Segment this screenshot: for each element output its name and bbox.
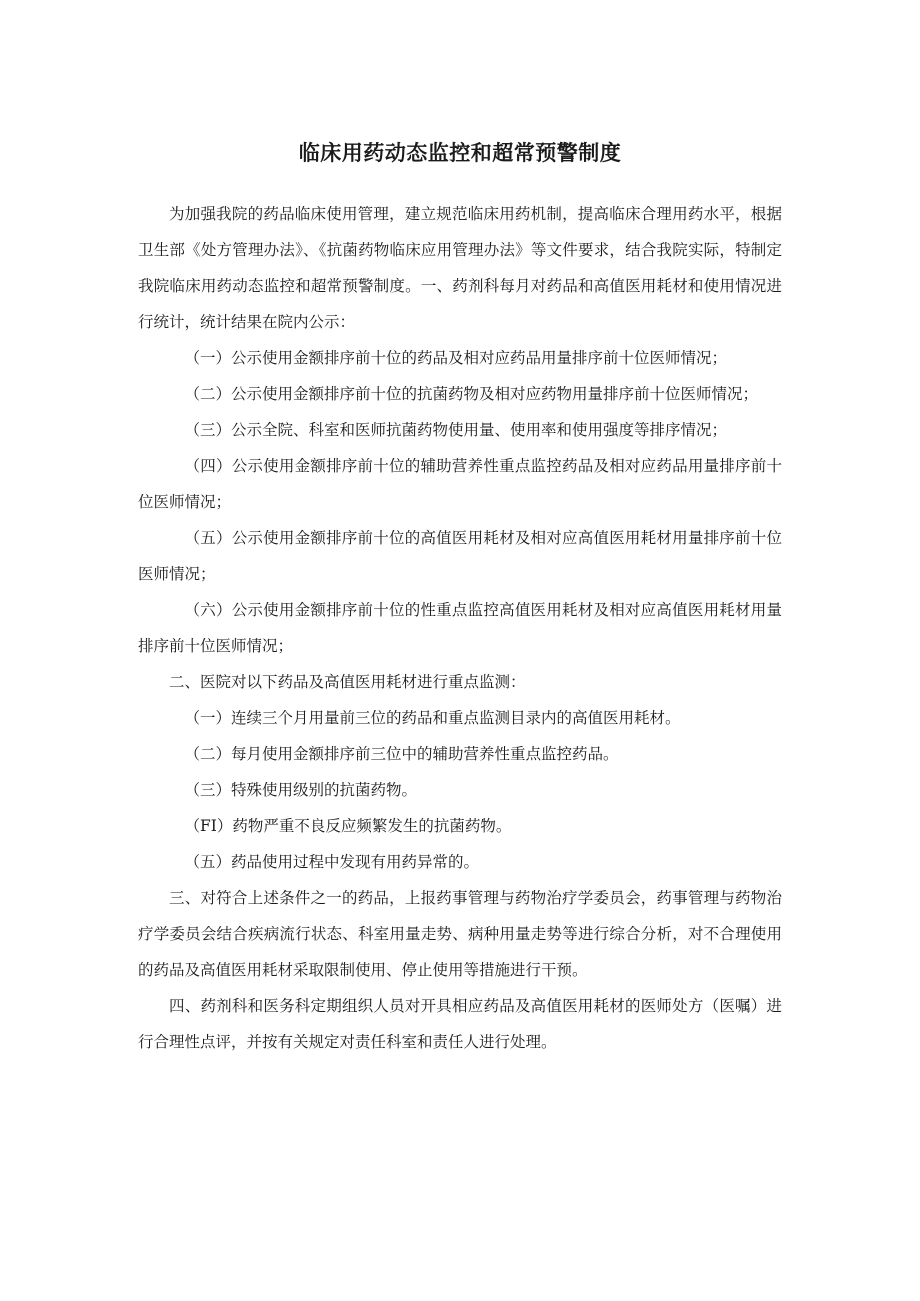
publicity-item-6: （六）公示使用金额排序前十位的性重点监控高值医用耗材及相对应高值医用耗材用量排序前十位医师情况； xyxy=(138,601,782,655)
monitor-item-1: （一）连续三个月用量前三位的药品和重点监测目录内的高值医用耗材。 xyxy=(184,709,681,727)
publicity-item-2: （二）公示使用金额排序前十位的抗菌药物及相对应药物用量排序前十位医师情况； xyxy=(184,385,759,403)
monitor-item-4: （FI）药物严重不良反应频繁发生的抗菌药物。 xyxy=(184,817,512,835)
intro-paragraph: 为加强我院的药品临床使用管理，建立规范临床用药机制，提高临床合理用药水平，根据卫生部《处方管理办法》、《抗菌药物临床应用管理办法》等文件要求，结合我院实际，特制定我院临床用药动态监控和超常预警制度。一、药剂科每月对药品和高值医用耗材和使用情况进行统计，统计结果在院内公示： xyxy=(138,205,782,331)
document-body xyxy=(138,196,782,1060)
monitor-item-2: （二）每月使用金额排序前三位中的辅助营养性重点监控药品。 xyxy=(184,745,619,763)
publicity-item-3: （三）公示全院、科室和医师抗菌药物使用量、使用率和使用强度等排序情况； xyxy=(184,421,728,439)
section-4-paragraph: 四、药剂科和医务科定期组织人员对开具相应药品及高值医用耗材的医师处方（医嘱）进行合理性点评，并按有关规定对责任科室和责任人进行处理。 xyxy=(138,997,782,1051)
publicity-item-5: （五）公示使用金额排序前十位的高值医用耗材及相对应高值医用耗材用量排序前十位医师情况； xyxy=(138,529,782,583)
monitor-item-3: （三）特殊使用级别的抗菌药物。 xyxy=(184,781,418,799)
document-title: 临床用药动态监控和超常预警制度 xyxy=(298,141,622,165)
publicity-item-4: （四）公示使用金额排序前十位的辅助营养性重点监控药品及相对应药品用量排序前十位医师情况； xyxy=(138,457,782,511)
publicity-item-1: （一）公示使用金额排序前十位的药品及相对应药品用量排序前十位医师情况； xyxy=(184,349,728,367)
monitor-item-5: （五）药品使用过程中发现有用药异常的。 xyxy=(184,853,480,871)
section-2-heading: 二、医院对以下药品及高值医用耗材进行重点监测： xyxy=(169,673,526,691)
section-3-paragraph: 三、对符合上述条件之一的药品，上报药事管理与药物治疗学委员会，药事管理与药物治疗学委员会结合疾病流行状态、科室用量走势、病种用量走势等进行综合分析，对不合理使用的药品及高值医用耗材采取限制使用、停止使用等措施进行干预。 xyxy=(138,889,782,979)
